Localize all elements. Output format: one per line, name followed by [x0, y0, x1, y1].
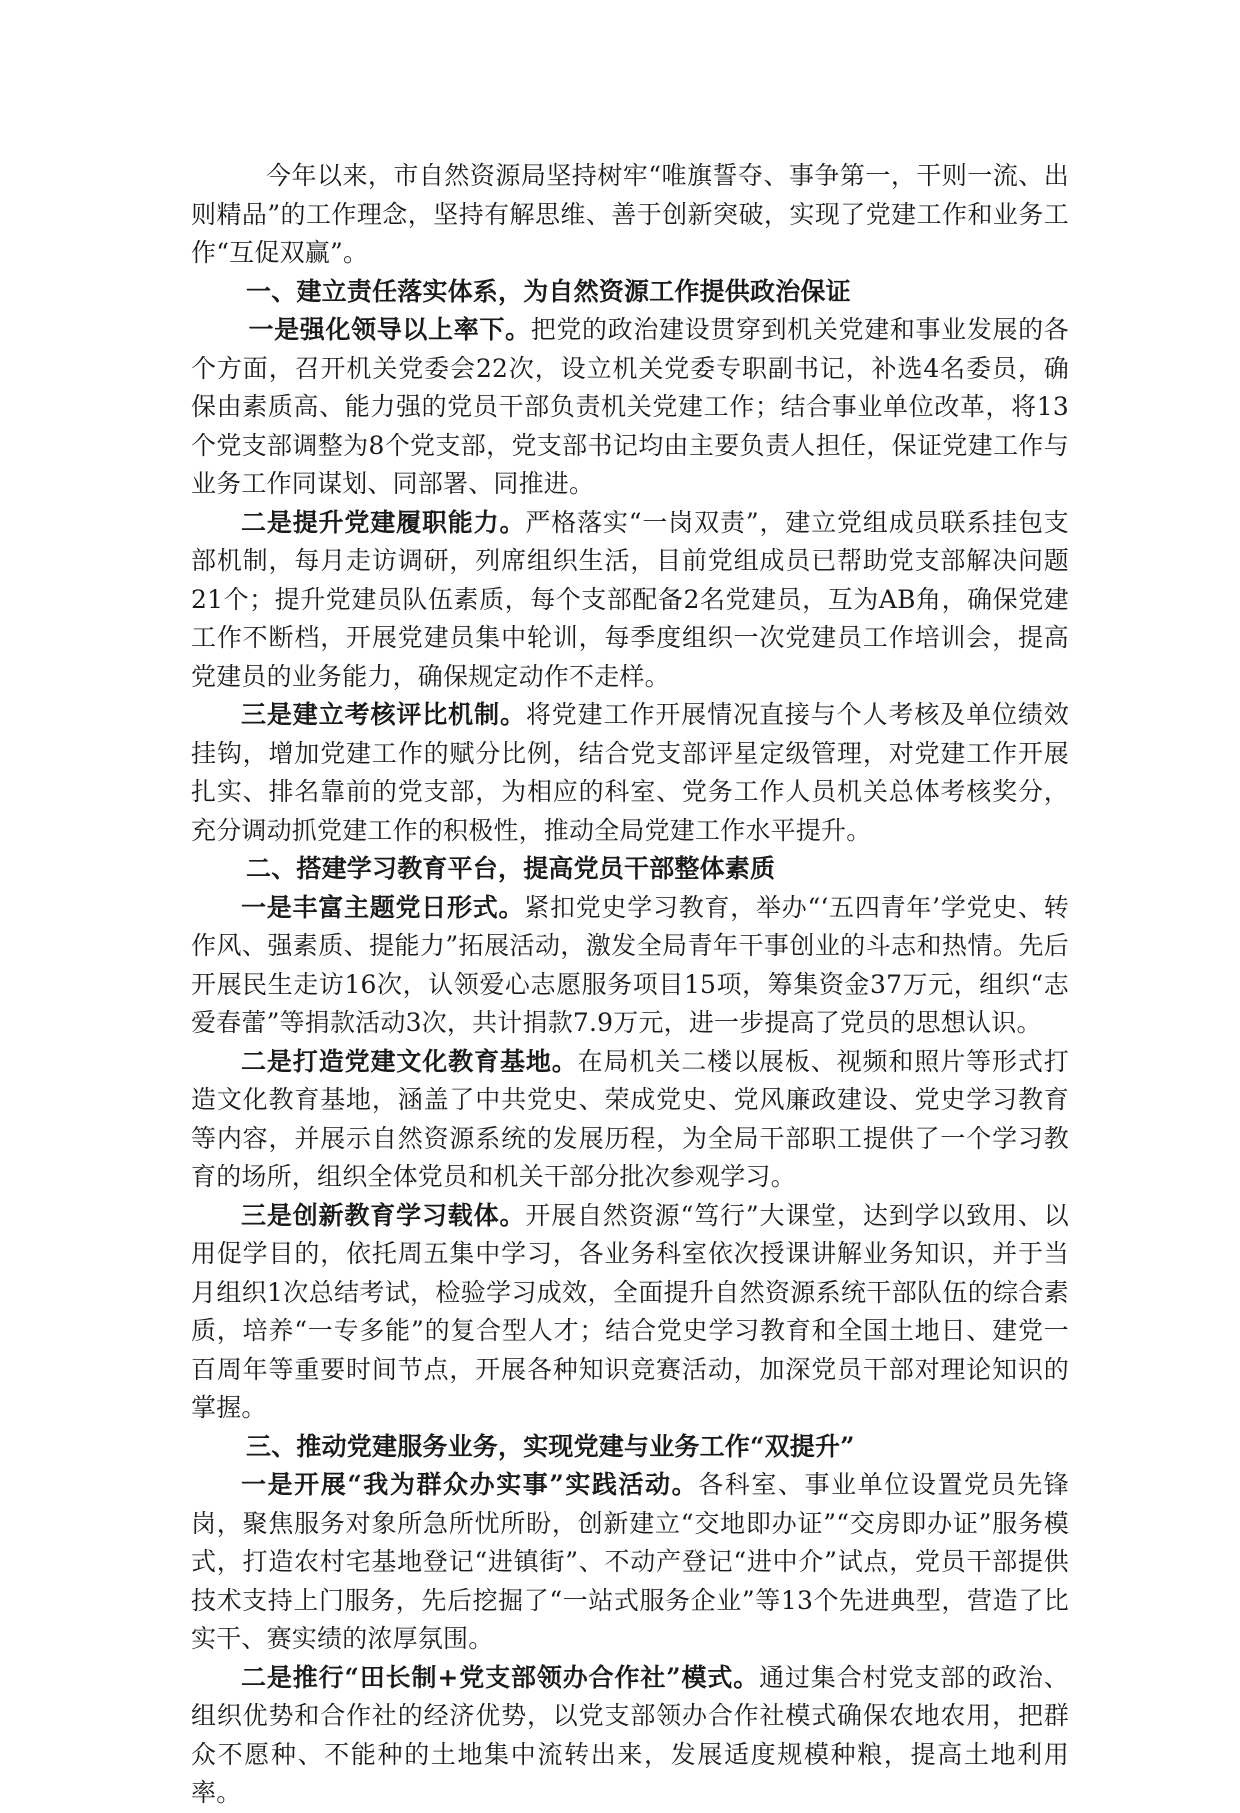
paragraph-2-1 — [191, 889, 1069, 1043]
paragraph-lead: 一是开展“我为群众办实事”实践活动。 — [241, 1470, 699, 1499]
paragraph-body: 严格落实“一岗双责”，建立党组成员联系挂包支部机制，每月走访调研，列席组织生活，目前党组成员已帮助党支部解决问题21个；提升党建员队伍素质，每个支部配备2名党建员，互为AB角，确保党建工作不断档，开展党建员集中轮训，每季度组织一次党建员工作培训会，提高党建员的业务能力，确保规定动作不走样。 — [191, 507, 1070, 691]
paragraph-2-3 — [191, 1197, 1069, 1428]
paragraph-3-2 — [191, 1659, 1069, 1813]
paragraph-lead: 二是打造党建文化教育基地。 — [241, 1046, 578, 1076]
paragraph-body: 紧扣党史学习教育，举办“‘五四青年’学党史、转作风、强素质、提能力”拓展活动，激发全局青年干事创业的斗志和热情。先后开展民生走访16次，认领爱心志愿服务项目15项，筹集资金37万元，组织“志爱春蕾”等捐款活动3次，共计捐款7.9万元，进一步提高了党员的思想认识。 — [191, 892, 1070, 1037]
paragraph-body: 将党建工作开展情况直接与个人考核及单位绩效挂钩，增加党建工作的赋分比例，结合党支部评星定级管理，对党建工作开展扎实、排名靠前的党支部，为相应的科室、党务工作人员机关总体考核奖分，充分调动抓党建工作的积极性，推动全局党建工作水平提升。 — [191, 700, 1070, 845]
paragraph-lead: 三是创新教育学习载体。 — [241, 1200, 526, 1230]
paragraph-1-1 — [191, 311, 1069, 504]
paragraph-body: 把党的政治建设贯穿到机关党建和事业发展的各个方面，召开机关党委会22次，设立机关党委专职副书记，补选4名委员，确保由素质高、能力强的党员干部负责机关党建工作；结合事业单位改革，将13个党支部调整为8个党支部，党支部书记均由主要负责人担任，保证党建工作与业务工作同谋划、同部署、同推进。 — [191, 315, 1069, 498]
paragraph-lead: 三是建立考核评比机制。 — [241, 700, 526, 729]
paragraph-body: 开展自然资源“笃行”大课堂，达到学以致用、以用促学目的，依托周五集中学习，各业务科室依次授课讲解业务知识，并于当月组织1次总结考试，检验学习成效，全面提升自然资源系统干部队伍的综合素质，培养“一专多能”的复合型人才；结合党史学习教育和全国土地日、建党一百周年等重要时间节点，开展各种知识竞赛活动，加深党员干部对理论知识的掌握。 — [191, 1200, 1070, 1422]
section-heading-3: 三、推动党建服务业务，实现党建与业务工作“双提升” — [246, 1431, 855, 1461]
paragraph-3-1 — [191, 1466, 1069, 1659]
paragraph-1-2 — [191, 504, 1069, 697]
paragraph-body: 通过集合村党支部的政治、组织优势和合作社的经济优势，以党支部领办合作社模式确保农地农用，把群众不愿种、不能种的土地集中流转出来，发展适度规模种粮，提高土地利用率。 — [191, 1662, 1069, 1807]
paragraph-1-3 — [191, 696, 1069, 850]
paragraph-lead: 一是丰富主题党日形式。 — [241, 892, 525, 922]
paragraph-lead: 二是提升党建履职能力。 — [241, 507, 526, 537]
paragraph-2-2 — [191, 1043, 1069, 1197]
section-heading-1: 一、建立责任落实体系，为自然资源工作提供政治保证 — [246, 276, 851, 306]
paragraph-lead: 二是推行“田长制+党支部领办合作社”模式。 — [241, 1662, 760, 1692]
paragraph-lead: 一是强化领导以上率下。 — [248, 315, 531, 344]
paragraph-body: 各科室、事业单位设置党员先锋岗，聚焦服务对象所急所忧所盼，创新建立“交地即办证”“交房即办证”服务模式，打造农村宅基地登记“进镇街”、不动产登记“进中介”试点，党员干部提供技术支持上门服务，先后挖掘了“一站式服务企业”等13个先进典型，营造了比实干、赛实绩的浓厚氛围。 — [191, 1470, 1069, 1653]
document-body — [191, 157, 1069, 1813]
intro-paragraph: 今年以来，市自然资源局坚持树牢“唯旗誓夺、事争第一，干则一流、出则精品”的工作理念，坚持有解思维、善于创新突破，实现了党建工作和业务工作“互促双赢”。 — [191, 161, 1069, 267]
paragraph-body: 在局机关二楼以展板、视频和照片等形式打造文化教育基地，涵盖了中共党史、荣成党史、党风廉政建设、党史学习教育等内容，并展示自然资源系统的发展历程，为全局干部职工提供了一个学习教育的场所，组织全体党员和机关干部分批次参观学习。 — [191, 1046, 1069, 1191]
section-heading-2: 二、搭建学习教育平台，提高党员干部整体素质 — [246, 854, 776, 883]
